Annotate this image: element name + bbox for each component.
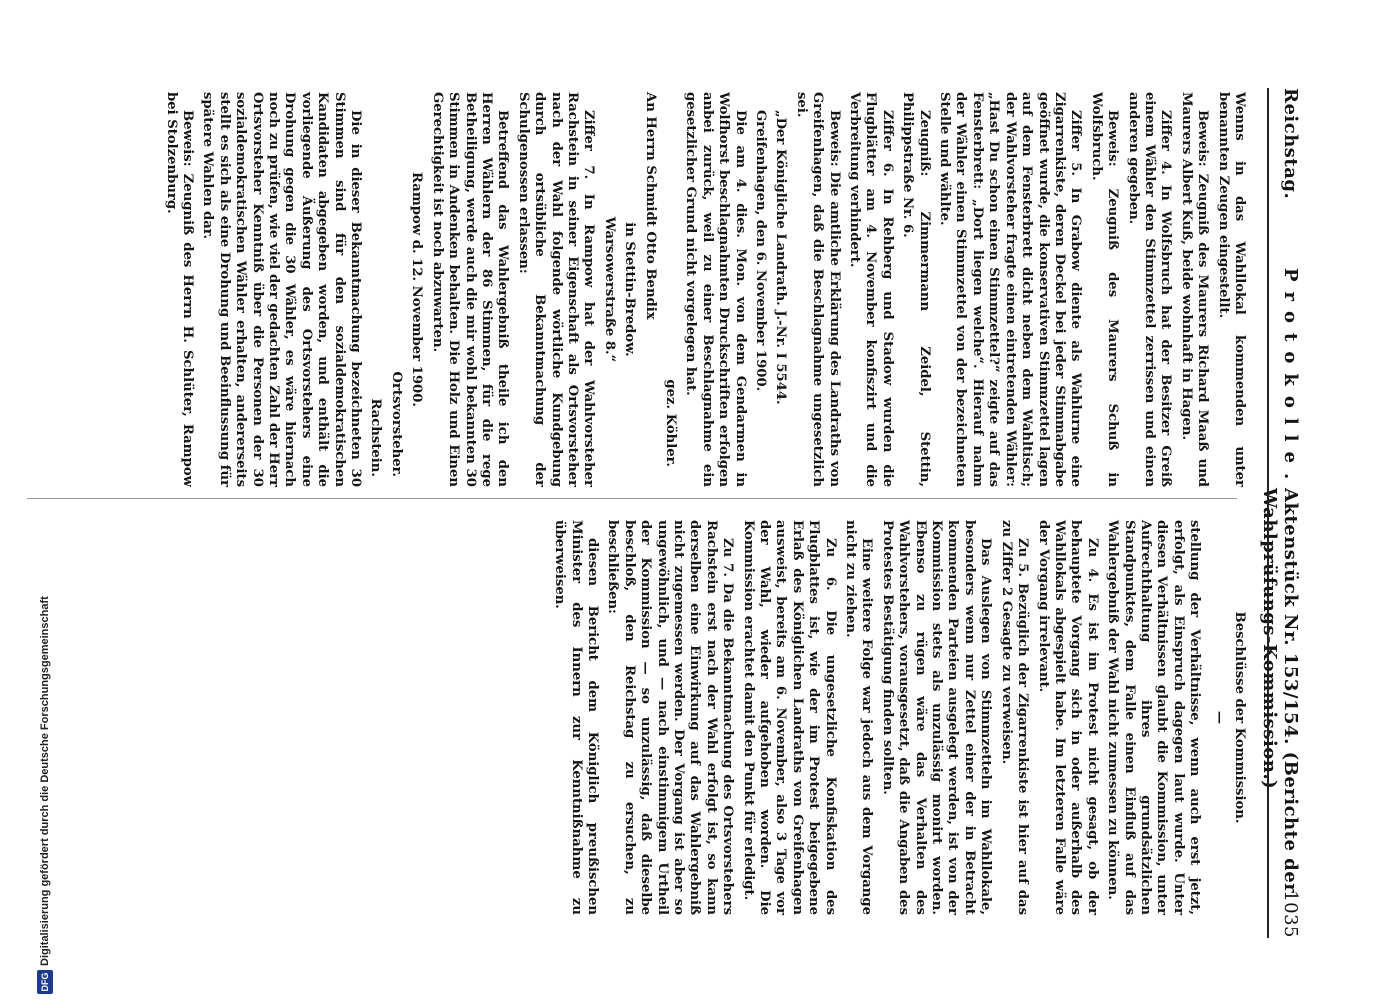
- header-right: Aktenstück Nr. 153/154. (Berichte der Wahlprüfungs-Kommission.): [1259, 488, 1301, 894]
- dfg-logo: DFG: [37, 970, 53, 994]
- paragraph: Ziffer 7. In Rampow hat der Wahlvorsteher Rachstein in seiner Eigenschaft als Ortsvorsteher nach der Wahl folgende wörtliche Kundgebung durch ortsübliche Bekanntmachung der Schulgenossen erlassen:: [515, 92, 597, 487]
- digitization-note: Digitalisierung gefördert durch die Deutsche Forschungsgemeinschaft: [39, 596, 51, 966]
- paragraph: Rampow d. 12. November 1900.: [409, 172, 425, 407]
- paragraph: Zu 5. Bezüglich der Zigarrenkiste ist hier auf das zu Ziffer 2 Gesagte zu verweisen.: [998, 520, 1031, 915]
- header-left: Reichstag.: [1280, 88, 1301, 200]
- right-column: [547, 520, 1247, 915]
- paragraph: Das Auslegen von Stimmzetteln im Wahllokale, besonders wenn nur Zettel einer der in Betracht kommenden Parteien ausgelegt werden, ist von der Kommission stets als unzulässig monirt worden. Ebenso zu rügen wäre das Verhalten des Wahlvorstehers, vorausgesetzt, daß die Angaben des Protestes Bestätigung finden sollten.: [879, 520, 994, 915]
- paragraph: Die in dieser Bekanntmachung bezeichneten 30 Stimmen sind für den sozialdemokratischen Kandidaten abgegeben worden, und enthält die vorliegende Äußerung des Ortsvorstehers eine Drohung gegen die 30 Wähler, es wäre hiernach noch zu prüfen, wie viel der gedachten Zahl der Herr Ortsvorsteher Kenntniß über die Personen der 30 sozialdemokratischen Wähler erhalten, andererseits stellt es sich als eine Drohung und Beeinflussung für spätere Wahlen dar.: [200, 92, 364, 487]
- page-number: 1035: [1280, 890, 1301, 938]
- paragraph: Ziffer 6. In Rehberg und Stadow wurden die Flugblätter am 4. November konfiszirt und die Verbreitung verhindert.: [847, 92, 895, 487]
- paragraph: Zu 4. Es ist im Protest nicht gesagt, ob der behauptete Vorgang sich in oder außerhalb des Wahllokals abgespielt habe. Im letzteren Falle wäre der Vorgang irrelevant.: [1035, 520, 1100, 915]
- paragraph: Beweis: Zeugniß des Maurers Schuß in Wolfsbruch.: [1088, 92, 1121, 487]
- header-rule: [1267, 88, 1269, 938]
- paragraph: in Stettin-Bredow.: [622, 222, 638, 357]
- paragraph: Zu 6. Die ungesetzliche Konfiskation des Flugblattes ist, wie der im Protest beigegebene Erlaß des Königlichen Landraths von Greifenhagen ausweist, bereits am 6. November, also 3 Tage vor der Wahl, wieder aufgehoben worden. Die Kommission erachtet damit den Punkt für erledigt.: [740, 520, 838, 915]
- paragraph: Wenns in das Wahllokal kommenden unter benannten Zeugen eingestellt.: [1215, 92, 1247, 487]
- left-column: [158, 92, 1247, 487]
- paragraph: Zeugniß: Zimmermann Zeidel, Stettin, Philippstraße Nr. 6.: [900, 92, 932, 487]
- header-center: Protokolle.: [1280, 268, 1301, 490]
- paragraph: Beweis: Die amtliche Erklärung des Landraths von Greifenhagen, daß die Beschlagnahme ungesetzlich sei.: [793, 92, 842, 487]
- paragraph: Ziffer 4. In Wolfsbruch hat der Besitzer Greiß einem Wähler den Stimmzettel zerrissen und einen anderen gegeben.: [1125, 92, 1174, 487]
- paragraph: „Der Königliche Landrath. J.-Nr. I 5544.: [773, 110, 789, 405]
- column-divider: [27, 498, 1237, 499]
- paragraph: Eine weitere Folge war jedoch aus dem Vorgange nicht zu ziehen.: [843, 520, 875, 915]
- paragraph: gez. Köhler.: [663, 379, 678, 467]
- digitization-footer: [30, 0, 60, 1000]
- paragraph: diesen Bericht dem Königlich preußischen Minister des Innern zur Kenntnißnahme zu überweisen.: [552, 520, 600, 915]
- right-column-title: Beschlüsse der Kommission.: [1232, 611, 1247, 824]
- title-dash: —: [1211, 710, 1227, 725]
- paragraph: Ortsvorsteher.: [388, 371, 404, 477]
- paragraph: Warsowerstraße 8.“: [601, 216, 617, 363]
- paragraph: stellung der Verhältnisse, wenn auch erst jetzt, erfolgt, als Einspruch dagegen laut wurde. Unter diesen Verhältnissen glaubt die Kommission, unter Aufrechthaltung ihres grundsätzlichen Standpunktes, dem Falle einen Einfluß auf das Wahlergebniß der Wahl nicht zumessen zu können.: [1105, 520, 1203, 915]
- paragraph: Die am 4. dies. Mon. von dem Gendarmen in Wolfhorst beschlagnahmten Druckschriften erfolgen anbei zurück, weil zu einer Beschlagnahme ein gesetzlicher Grund nicht vorgelegen hat.: [683, 92, 748, 487]
- page-header: [1259, 88, 1307, 938]
- paragraph: Zu 7. Da die Bekanntmachung des Ortsvorstehers Rachstein erst nach der Wahl erfolgt ist, so kann derselben eine Einwirkung auf das Wahlergebniß nicht zugemessen werden. Der Vorgang ist aber so ungewöhnlich, und — nach einstimmigem Urtheil der Kommission — so unzulässig, daß dieselbe beschloß, den Reichstag zu ersuchen, zu beschließen:: [605, 520, 736, 915]
- paragraph: Beweis: Zeugniß des Maurers Richard Maaß und Maurers Albert Kuß, beide wohnhaft in Hagen.: [1178, 92, 1211, 487]
- paragraph: Betreffend das Wahlergebniß theile ich den Herren Wählern der 86 Stimmen, für die rege Betheiligung, werde auch die mir wohl bekannten 30 Stimmen in Andenken behalten. Die Holz und Einen Gerechtigkeit ist noch abzuwarten.: [429, 92, 511, 487]
- paragraph: Greifenhagen, den 6. November 1900.: [753, 110, 769, 392]
- paragraph: An Herrn Schmidt Otto Bendix: [642, 92, 658, 320]
- paragraph: Beweis: Zeugniß des Herrn H. Schlüter, Rampow bei Stolzenburg.: [163, 92, 196, 487]
- paragraph: Rachstein.: [368, 398, 384, 477]
- paragraph: Ziffer 5. In Grabow diente als Wahlurne eine Zigarrenkiste, deren Deckel bei jeder Stimmabgabe geöffnet wurde, die konservativen Stimmzettel lagen auf dem Fensterbrett dicht neben dem Wahltisch; der Wahlvorsteher fragte einen eintretenden Wähler: „Hast Du schon einen Stimmzettel?“ zeigte auf das Fensterbrett: „Dort liegen welche“. Hierauf nahm der Wähler einen Stimmzettel von der bezeichneten Stelle und wählte.: [937, 92, 1084, 487]
